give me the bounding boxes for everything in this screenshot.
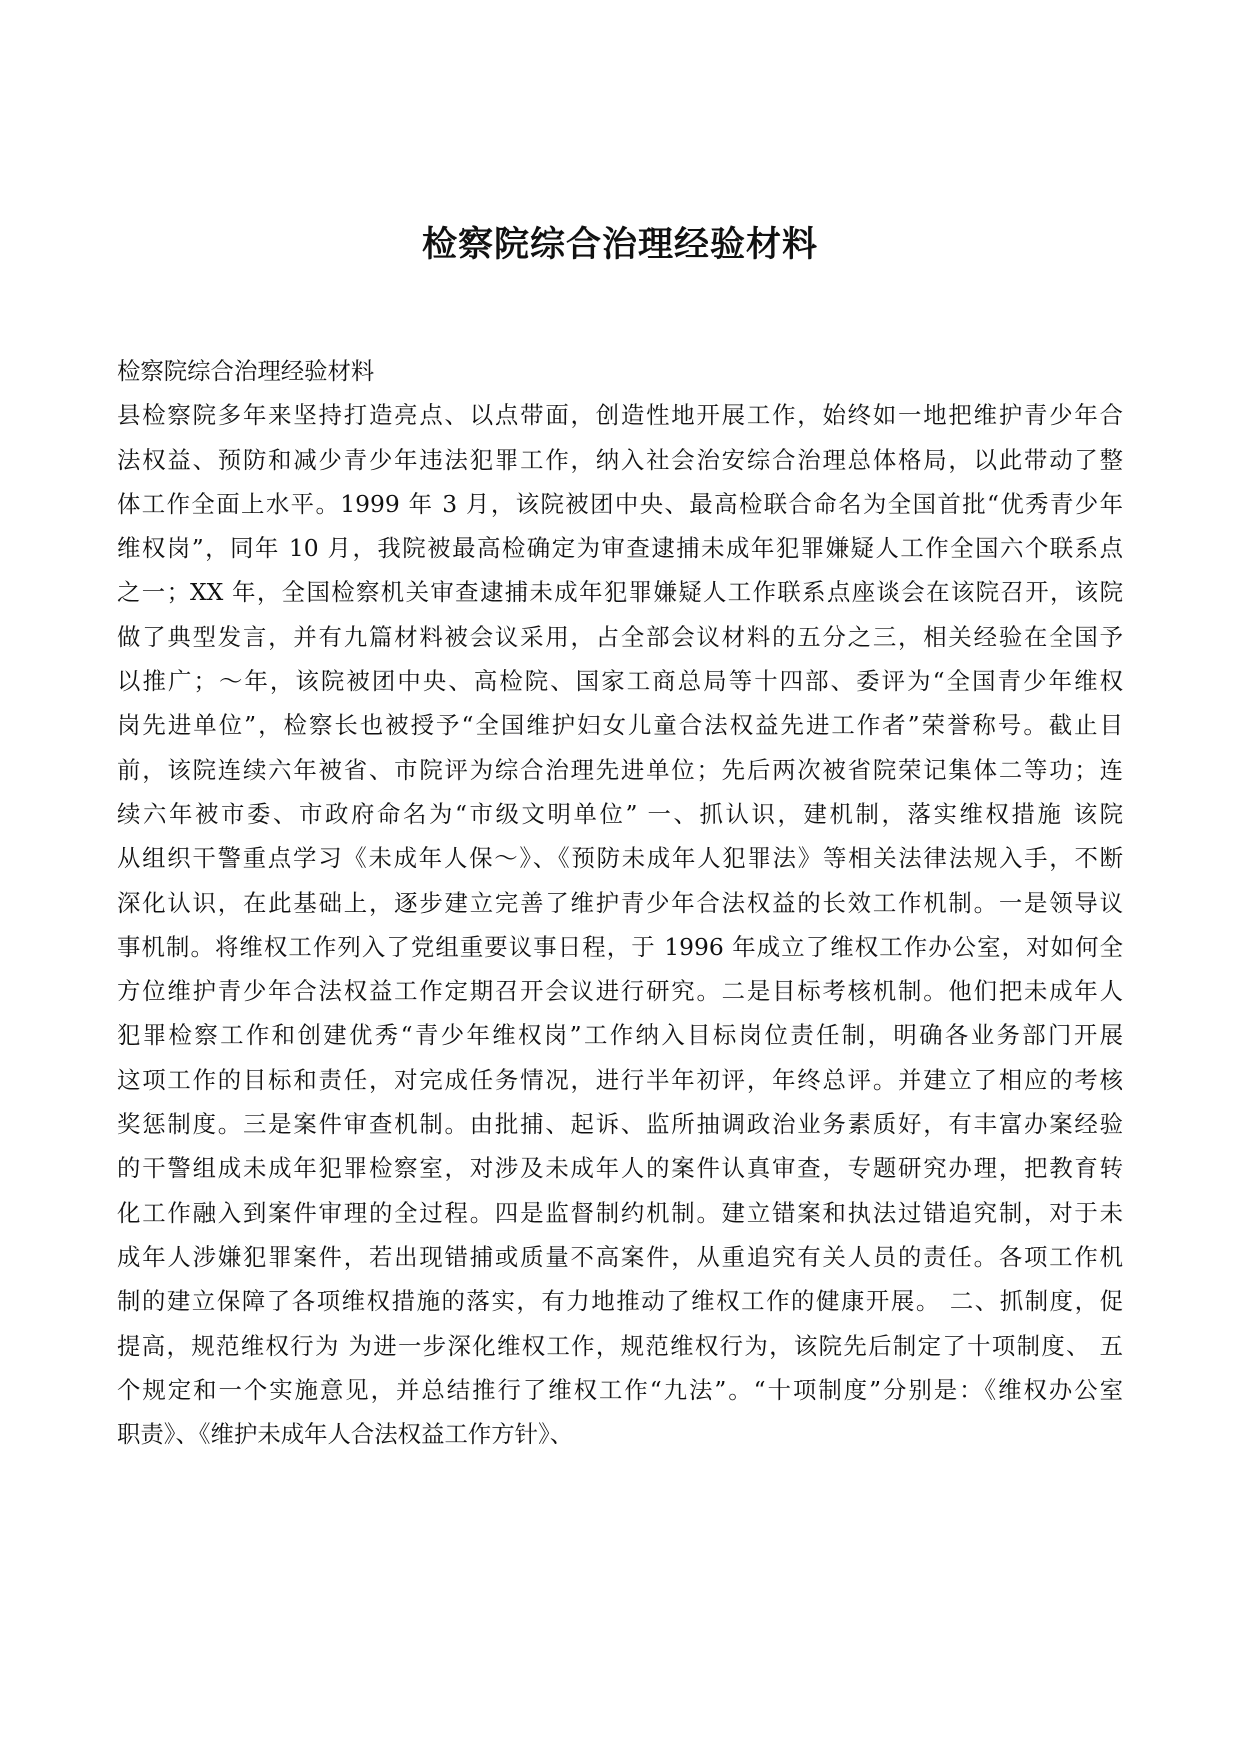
body-line-2: 法权益、预防和减少青少年违法犯罪工作，纳入社会治安综合治理总体格局，以此带动了整: [117, 445, 1123, 474]
body-line-22: 提高，规范维权行为 为进一步深化维权工作，规范维权行为，该院先后制定了十项制度、 五: [117, 1331, 1123, 1360]
body-line-7: 以推广；～年，该院被团中央、高检院、国家工商总局等十四部、委评为“全国青少年维权: [117, 667, 1123, 696]
body-line-6: 做了典型发言，并有九篇材料被会议采用，占全部会议材料的五分之三，相关经验在全国予: [117, 622, 1123, 651]
body-line-14: 方位维护青少年合法权益工作定期召开会议进行研究。二是目标考核机制。他们把未成年人: [117, 977, 1123, 1006]
body-line-11: 从组织干警重点学习《未成年人保～》、《预防未成年人犯罪法》等相关法律法规入手，不断: [117, 844, 1123, 873]
body-line-12: 深化认识，在此基础上，逐步建立完善了维护青少年合法权益的长效工作机制。一是领导议: [117, 888, 1123, 917]
body-line-24: 职责》、《维护未成年人合法权益工作方针》、: [117, 1420, 574, 1449]
body-line-15: 犯罪检察工作和创建优秀“青少年维权岗”工作纳入目标岗位责任制，明确各业务部门开展: [117, 1021, 1123, 1050]
document-subtitle: 检察院综合治理经验材料: [117, 357, 375, 385]
body-line-1: 县检察院多年来坚持打造亮点、以点带面，创造性地开展工作，始终如一地把维护青少年合: [117, 401, 1123, 430]
body-line-23: 个规定和一个实施意见，并总结推行了维权工作“九法”。“十项制度”分别是：《维权办公室: [117, 1375, 1123, 1404]
body-line-16: 这项工作的目标和责任，对完成任务情况，进行半年初评，年终总评。并建立了相应的考核: [117, 1065, 1123, 1094]
body-line-20: 成年人涉嫌犯罪案件，若出现错捕或质量不高案件，从重追究有关人员的责任。各项工作机: [117, 1242, 1123, 1271]
body-line-8: 岗先进单位”，检察长也被授予“全国维护妇女儿童合法权益先进工作者”荣誉称号。截止目: [117, 711, 1123, 740]
body-line-21: 制的建立保障了各项维权措施的落实，有力地推动了维权工作的健康开展。 二、抓制度，促: [117, 1287, 1123, 1316]
body-line-3: 体工作全面上水平。1999 年 3 月，该院被团中央、最高检联合命名为全国首批“优秀青少年: [117, 489, 1123, 518]
body-line-13: 事机制。将维权工作列入了党组重要议事日程，于 1996 年成立了维权工作办公室，对如何全: [117, 932, 1123, 961]
body-line-10: 续六年被市委、市政府命名为“市级文明单位” 一、抓认识，建机制，落实维权措施 该院: [117, 799, 1123, 828]
document-title: 检察院综合治理经验材料: [421, 224, 818, 265]
body-line-4: 维权岗”，同年 10 月，我院被最高检确定为审查逮捕未成年犯罪嫌疑人工作全国六个联系点: [117, 534, 1123, 563]
body-line-5: 之一；XX 年，全国检察机关审查逮捕未成年犯罪嫌疑人工作联系点座谈会在该院召开，该院: [117, 578, 1123, 607]
document-body: [117, 349, 1123, 1456]
body-line-17: 奖惩制度。三是案件审查机制。由批捕、起诉、监所抽调政治业务素质好，有丰富办案经验: [117, 1110, 1123, 1139]
body-line-19: 化工作融入到案件审理的全过程。四是监督制约机制。建立错案和执法过错追究制，对于未: [117, 1198, 1123, 1227]
body-line-9: 前，该院连续六年被省、市院评为综合治理先进单位；先后两次被省院荣记集体二等功；连: [117, 755, 1123, 784]
body-line-18: 的干警组成未成年犯罪检察室，对涉及未成年人的案件认真审查，专题研究办理，把教育转: [117, 1154, 1123, 1183]
